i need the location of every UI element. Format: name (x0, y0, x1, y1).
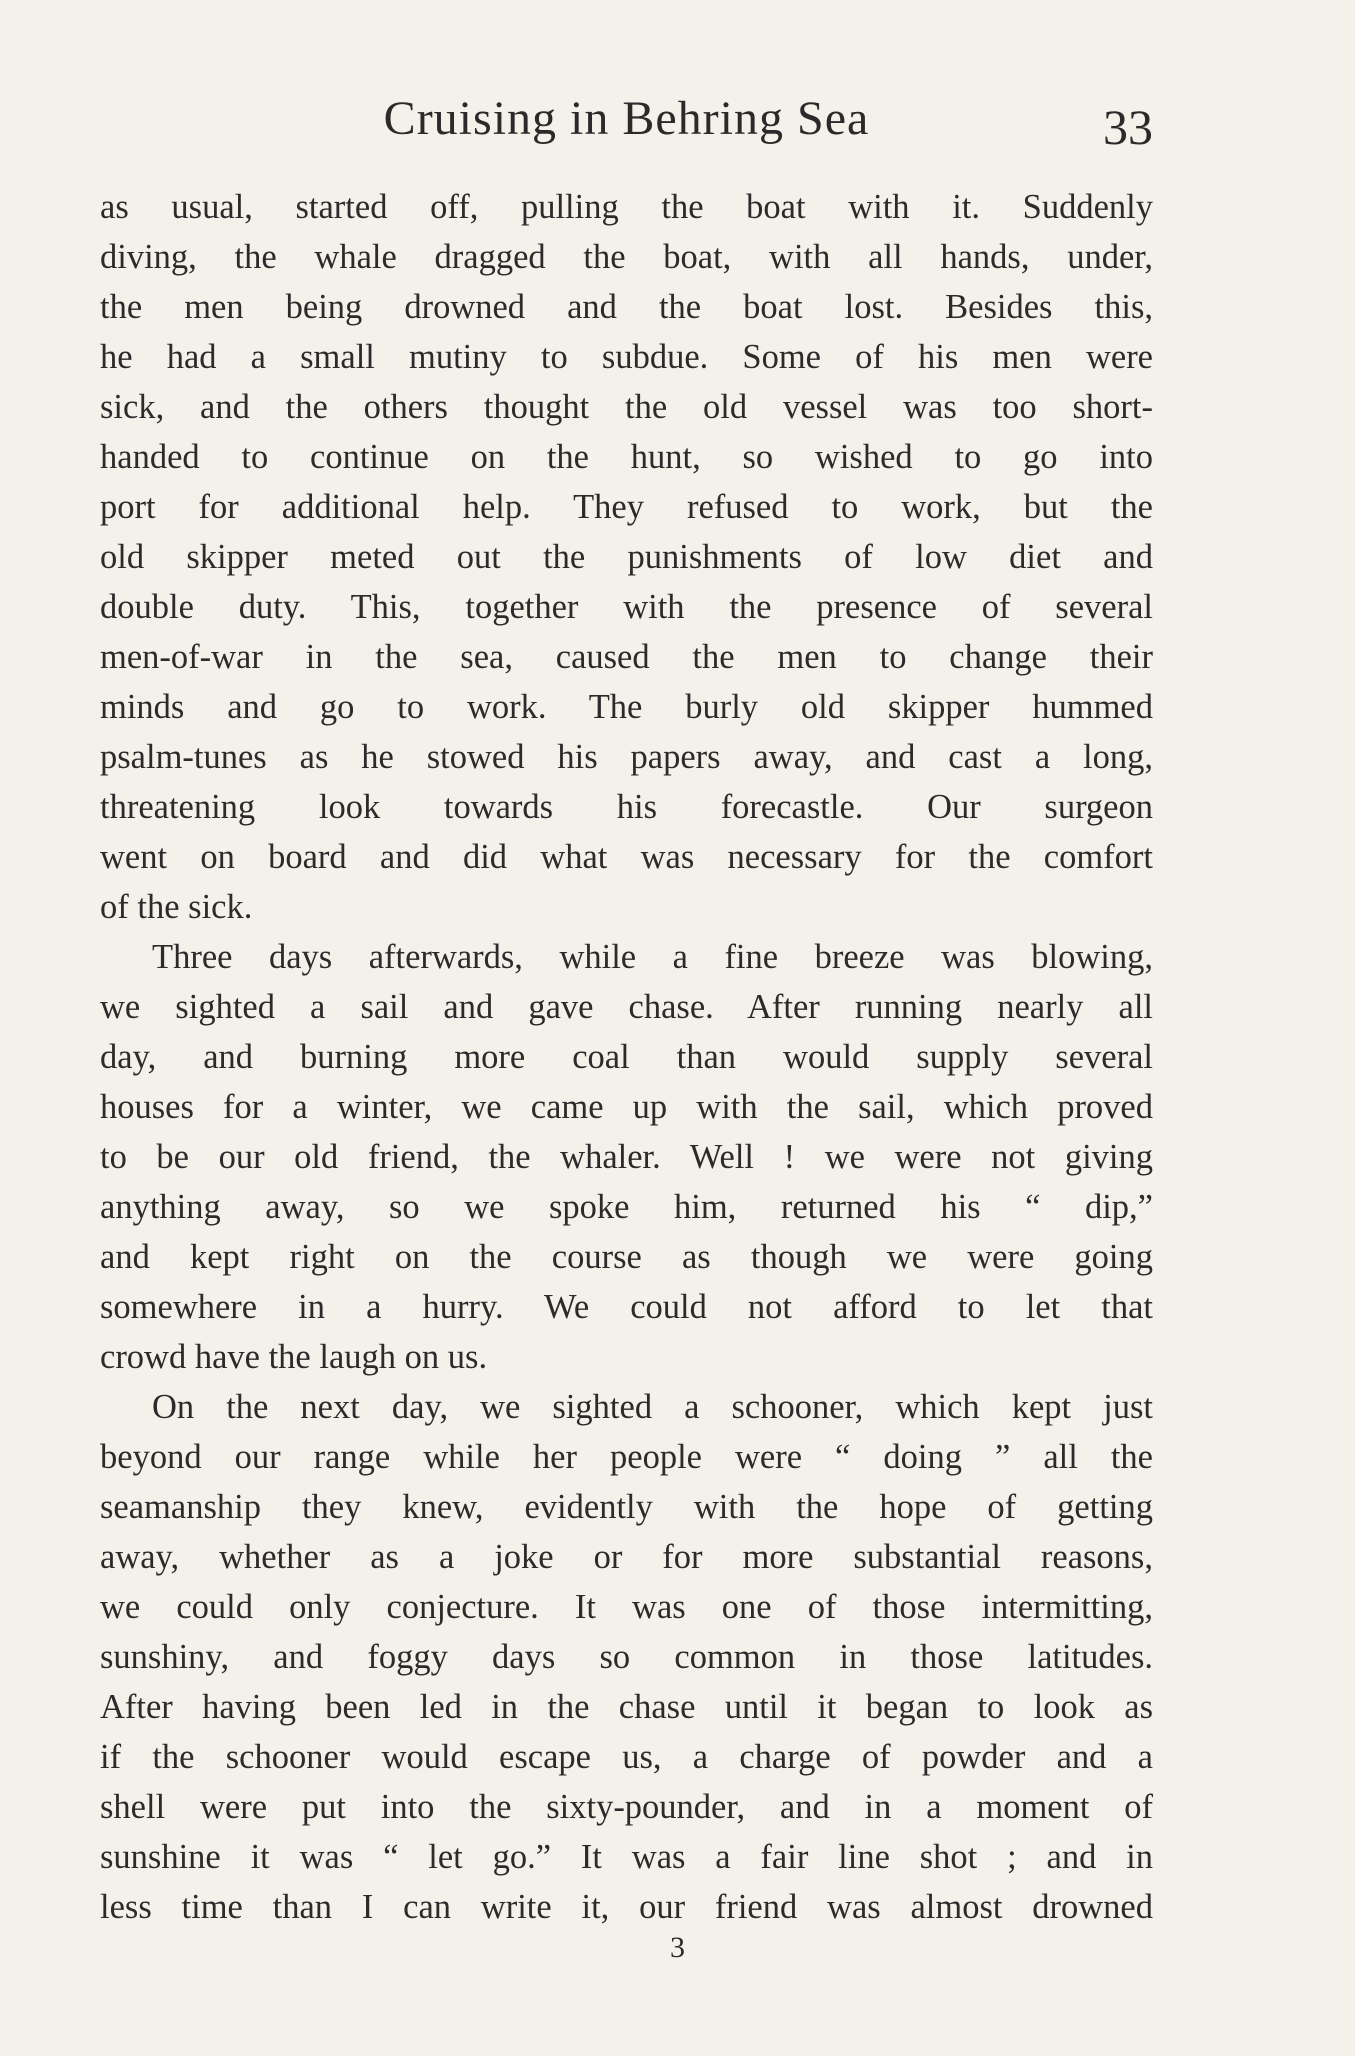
running-title: Cruising in Behring Sea (383, 92, 870, 145)
text-line: threatening look towards his forecastle. Our surgeon (100, 788, 1153, 826)
text-line: sunshiny, and foggy days so common in those latitudes. (100, 1638, 1153, 1676)
body-text (100, 182, 1153, 1932)
text-line: he had a small mutiny to subdue. Some of his men were (100, 338, 1153, 376)
text-line: day, and burning more coal than would supply several (100, 1038, 1153, 1076)
text-line: if the schooner would escape us, a charge of powder and a (100, 1738, 1153, 1776)
text-line: minds and go to work. The burly old skipper hummed (100, 688, 1153, 726)
text-line: crowd have the laugh on us. (100, 1338, 488, 1376)
text-line: away, whether as a joke or for more substantial reasons, (100, 1538, 1153, 1576)
text-line: sunshine it was “ let go.” It was a fair line shot ; and in (100, 1838, 1153, 1876)
text-line: less time than I can write it, our friend was almost drowned (100, 1888, 1153, 1926)
text-line: we could only conjecture. It was one of those intermitting, (100, 1588, 1153, 1626)
signature-mark: 3 (670, 1931, 685, 1964)
paragraph-3 (100, 1382, 1153, 1932)
text-line: sick, and the others thought the old vessel was too short- (100, 388, 1153, 426)
text-line: men-of-war in the sea, caused the men to change their (100, 638, 1153, 676)
running-head (100, 84, 1153, 154)
text-line: the men being drowned and the boat lost. Besides this, (100, 288, 1153, 326)
text-line: seamanship they knew, evidently with the hope of getting (100, 1488, 1153, 1526)
paragraph-2 (100, 932, 1153, 1382)
text-line: and kept right on the course as though we were going (100, 1238, 1153, 1276)
text-line: went on board and did what was necessary for the comfort (100, 838, 1153, 876)
text-line: psalm-tunes as he stowed his papers away, and cast a long, (100, 738, 1153, 776)
text-line: handed to continue on the hunt, so wished to go into (100, 438, 1153, 476)
text-line: double duty. This, together with the presence of several (100, 588, 1153, 626)
text-line: of the sick. (100, 888, 253, 926)
text-line: anything away, so we spoke him, returned his “ dip,” (100, 1188, 1153, 1226)
text-line: diving, the whale dragged the boat, with all hands, under, (100, 238, 1153, 276)
text-line: On the next day, we sighted a schooner, which kept just (152, 1388, 1153, 1426)
text-line: we sighted a sail and gave chase. After running nearly all (100, 988, 1153, 1026)
text-line: old skipper meted out the punishments of low diet and (100, 538, 1153, 576)
text-line: as usual, started off, pulling the boat with it. Suddenly (100, 188, 1153, 226)
paragraph-1 (100, 182, 1153, 932)
text-line: somewhere in a hurry. We could not afford to let that (100, 1288, 1153, 1326)
text-line: port for additional help. They refused to work, but the (100, 488, 1153, 526)
text-line: Three days afterwards, while a fine breeze was blowing, (152, 938, 1153, 976)
text-line: beyond our range while her people were “ doing ” all the (100, 1438, 1153, 1476)
text-line: to be our old friend, the whaler. Well ! we were not giving (100, 1138, 1153, 1176)
text-line: After having been led in the chase until it began to look as (100, 1688, 1153, 1726)
text-line: shell were put into the sixty-pounder, and in a moment of (100, 1788, 1153, 1826)
text-line: houses for a winter, we came up with the sail, which proved (100, 1088, 1153, 1126)
page-number: 33 (1103, 99, 1153, 155)
